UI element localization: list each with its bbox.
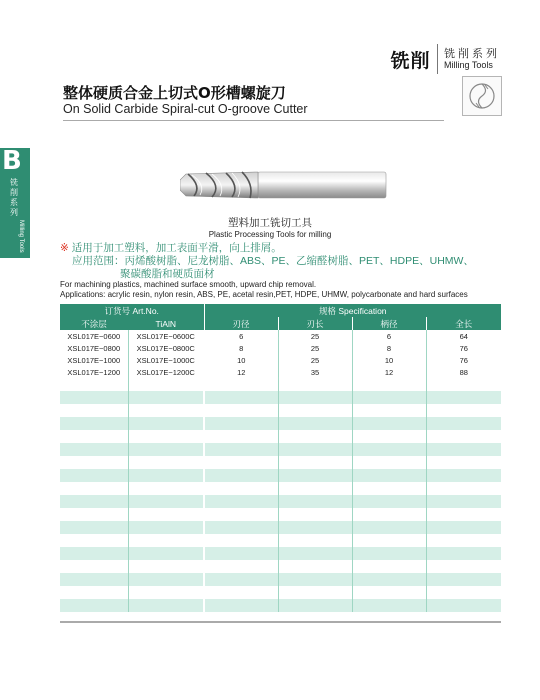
col-cutting-length-header: 刃长 bbox=[278, 317, 352, 330]
table-empty-row bbox=[60, 508, 501, 521]
series-label bbox=[444, 48, 500, 71]
chapter-side-tab bbox=[0, 148, 30, 258]
cell-tialn: XSL017E−0800C bbox=[128, 342, 204, 354]
application-line-3: 聚碳酸脂和硬质面材 bbox=[120, 268, 215, 280]
col-tialn-header: TiAlN bbox=[128, 317, 204, 330]
cell-overall-length: 64 bbox=[426, 330, 501, 342]
application-en-line-2: Applications: acrylic resin, nylon resin, ABS, PE, acetal resin,PET, HDPE, UHMW, polycarbonate and hard surfaces bbox=[60, 290, 468, 299]
cell-overall-length: 88 bbox=[426, 366, 501, 378]
cell-cutting-length: 35 bbox=[278, 366, 352, 378]
chapter-label-en: Milling Tools bbox=[18, 220, 24, 253]
series-big-title: 铣削 bbox=[390, 49, 431, 72]
cell-tialn: XSL017E−1200C bbox=[128, 366, 204, 378]
table-empty-row bbox=[60, 560, 501, 573]
art-no-header: 订货号 Art.No. bbox=[60, 304, 204, 317]
application-en-line-1: For machining plastics, machined surface smooth, upward chip removal. bbox=[60, 280, 317, 289]
table-empty-row bbox=[60, 417, 501, 430]
application-line-1: 适用于加工塑料，加工表面平滑，向上排屑。 bbox=[71, 242, 282, 254]
chapter-label-cn: 铣削系列 bbox=[10, 178, 18, 217]
cell-shank-diameter: 8 bbox=[352, 342, 426, 354]
table-empty-row bbox=[60, 547, 501, 560]
table-row bbox=[60, 342, 501, 354]
col-uncoated-header: 不涂层 bbox=[60, 317, 128, 330]
table-empty-row bbox=[60, 599, 501, 612]
application-line-2: 应用范围：丙烯酸树脂、尼龙树脂、ABS、PE、乙缩醛树脂、PET、HDPE、UHMW、 bbox=[72, 255, 474, 267]
table-empty-row bbox=[60, 482, 501, 495]
table-empty-row bbox=[60, 430, 501, 443]
spec-table bbox=[60, 304, 501, 612]
series-brand bbox=[390, 44, 500, 74]
cell-shank-diameter: 12 bbox=[352, 366, 426, 378]
application-text-cn bbox=[60, 242, 480, 281]
table-empty-row bbox=[60, 534, 501, 547]
table-empty-row bbox=[60, 469, 501, 482]
title-divider bbox=[63, 120, 444, 121]
cell-cutting-length: 25 bbox=[278, 354, 352, 366]
table-empty-row bbox=[60, 443, 501, 456]
cell-cutting-diameter: 6 bbox=[204, 330, 278, 342]
table-row bbox=[60, 366, 501, 378]
product-title-en: On Solid Carbide Spiral-cut O-groove Cutter bbox=[63, 102, 308, 116]
series-label-cn: 铣削系列 bbox=[444, 47, 500, 60]
cell-uncoated: XSL017E−1200 bbox=[60, 366, 128, 378]
tool-caption-en: Plastic Processing Tools for milling bbox=[208, 230, 332, 239]
cell-shank-diameter: 10 bbox=[352, 354, 426, 366]
col-shank-diameter-header: 柄径 bbox=[352, 317, 426, 330]
table-empty-row bbox=[60, 391, 501, 404]
col-overall-length-header: 全长 bbox=[426, 317, 501, 330]
cell-cutting-diameter: 10 bbox=[204, 354, 278, 366]
cell-tialn: XSL017E−0600C bbox=[128, 330, 204, 342]
cell-uncoated: XSL017E−0600 bbox=[60, 330, 128, 342]
application-text-en bbox=[60, 280, 468, 300]
cell-overall-length: 76 bbox=[426, 354, 501, 366]
cell-cutting-length: 25 bbox=[278, 330, 352, 342]
cell-cutting-diameter: 8 bbox=[204, 342, 278, 354]
table-empty-row bbox=[60, 573, 501, 586]
cell-overall-length: 76 bbox=[426, 342, 501, 354]
tool-caption-cn: 塑料加工铣切工具 bbox=[228, 217, 312, 229]
spiral-cutter-image bbox=[180, 160, 400, 210]
series-label-en: Milling Tools bbox=[444, 60, 493, 71]
specification-header: 规格 Specification bbox=[204, 304, 501, 317]
table-empty-row bbox=[60, 456, 501, 469]
table-empty-row bbox=[60, 378, 501, 391]
table-empty-row bbox=[60, 404, 501, 417]
note-mark-icon: ※ bbox=[60, 242, 69, 254]
cutter-profile-icon bbox=[462, 76, 502, 116]
table-empty-row bbox=[60, 521, 501, 534]
product-title-cn: 整体硬质合金上切式O形槽螺旋刀 bbox=[63, 84, 286, 102]
table-bottom-rule bbox=[60, 621, 501, 623]
chapter-letter: B bbox=[2, 146, 22, 176]
cell-shank-diameter: 6 bbox=[352, 330, 426, 342]
col-cutting-diameter-header: 刃径 bbox=[204, 317, 278, 330]
table-row bbox=[60, 354, 501, 366]
cell-uncoated: XSL017E−1000 bbox=[60, 354, 128, 366]
cell-uncoated: XSL017E−0800 bbox=[60, 342, 128, 354]
brand-separator bbox=[437, 44, 439, 74]
cell-cutting-diameter: 12 bbox=[204, 366, 278, 378]
table-row bbox=[60, 330, 501, 342]
table-empty-row bbox=[60, 586, 501, 599]
table-empty-row bbox=[60, 495, 501, 508]
cell-tialn: XSL017E−1000C bbox=[128, 354, 204, 366]
cell-cutting-length: 25 bbox=[278, 342, 352, 354]
